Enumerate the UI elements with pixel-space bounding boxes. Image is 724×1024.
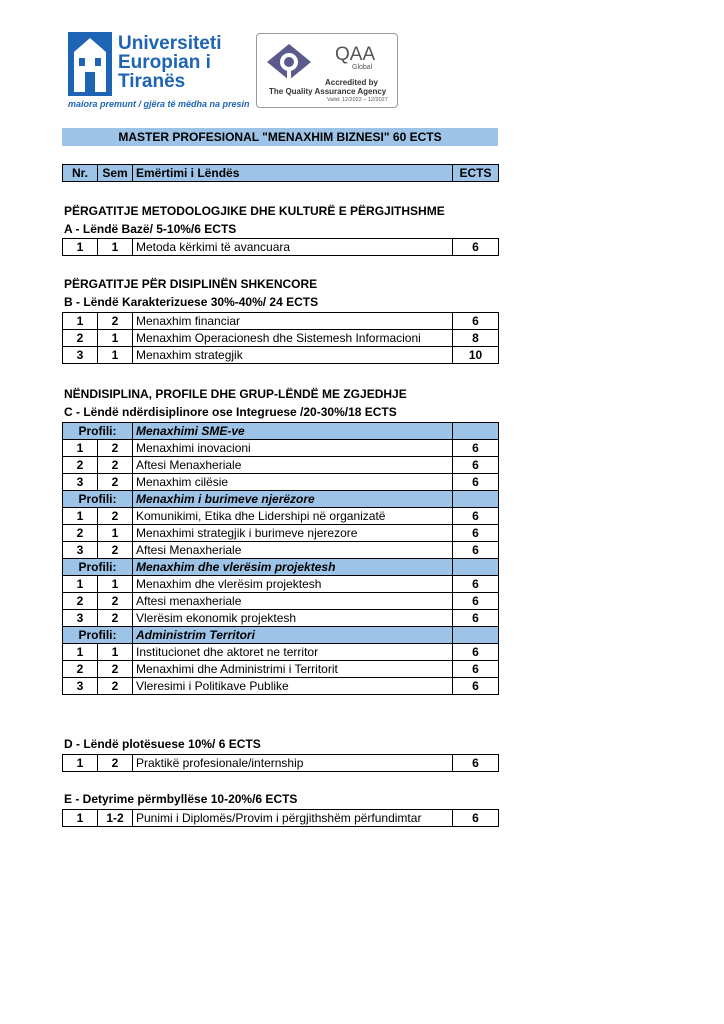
table-row — [63, 593, 499, 610]
qaa-logo — [256, 33, 398, 108]
table-row — [63, 810, 499, 827]
profile-label: Profili: — [63, 627, 133, 644]
row-ects: 6 — [453, 542, 499, 559]
row-nr: 1 — [63, 644, 98, 661]
row-ects: 6 — [453, 457, 499, 474]
qaa-accredited: Accredited by — [325, 78, 378, 87]
table-row — [63, 525, 499, 542]
header-name: Emërtimi i Lëndës — [133, 165, 453, 182]
qaa-name: QAA — [335, 44, 376, 65]
section-a-subheading: A - Lëndë Bazë/ 5-10%/6 ECTS — [64, 222, 237, 236]
row-nr: 3 — [63, 610, 98, 627]
row-ects: 6 — [453, 810, 499, 827]
row-sem: 1 — [98, 239, 133, 256]
section-b-subheading: B - Lëndë Karakterizuese 30%-40%/ 24 ECTS — [64, 295, 319, 309]
row-ects: 6 — [453, 593, 499, 610]
row-nr: 1 — [63, 810, 98, 827]
row-nr: 2 — [63, 525, 98, 542]
row-sem: 1 — [98, 576, 133, 593]
row-name: Aftesi Menaxheriale — [133, 542, 453, 559]
row-ects: 6 — [453, 474, 499, 491]
profile-name: Menaxhim dhe vlerësim projektesh — [133, 559, 453, 576]
row-name: Metoda kërkimi të avancuara — [133, 239, 453, 256]
page-title: MASTER PROFESIONAL "MENAXHIM BIZNESI" 60 ECTS — [62, 128, 498, 146]
row-sem: 2 — [98, 678, 133, 695]
row-name: Praktikë profesionale/internship — [133, 755, 453, 772]
row-nr: 2 — [63, 593, 98, 610]
row-sem: 1 — [98, 347, 133, 364]
row-sem: 2 — [98, 542, 133, 559]
table-row — [63, 457, 499, 474]
section-e-table — [62, 809, 499, 827]
row-sem: 2 — [98, 474, 133, 491]
section-d-table — [62, 754, 499, 772]
row-ects: 6 — [453, 755, 499, 772]
row-sem: 1-2 — [98, 810, 133, 827]
row-ects: 6 — [453, 440, 499, 457]
profile-name: Menaxhimi SME-ve — [133, 423, 453, 440]
table-row — [63, 440, 499, 457]
qaa-valid: Valid: 12/2022 – 12/2027 — [327, 97, 388, 103]
profile-name: Administrim Territori — [133, 627, 453, 644]
table-row — [63, 678, 499, 695]
row-sem: 2 — [98, 440, 133, 457]
row-nr: 1 — [63, 313, 98, 330]
row-sem: 2 — [98, 457, 133, 474]
profile-name: Menaxhim i burimeve njerëzore — [133, 491, 453, 508]
building-icon — [68, 32, 112, 96]
row-nr: 1 — [63, 239, 98, 256]
row-name: Punimi i Diplomës/Provim i përgjithshëm përfundimtar — [133, 810, 453, 827]
row-nr: 1 — [63, 755, 98, 772]
row-name: Menaxhim financiar — [133, 313, 453, 330]
header-sem: Sem — [98, 165, 133, 182]
row-sem: 1 — [98, 330, 133, 347]
row-nr: 2 — [63, 661, 98, 678]
header-nr: Nr. — [63, 165, 98, 182]
row-name: Menaxhim strategjik — [133, 347, 453, 364]
row-name: Vleresimi i Politikave Publike — [133, 678, 453, 695]
row-sem: 1 — [98, 644, 133, 661]
row-sem: 2 — [98, 313, 133, 330]
row-ects: 6 — [453, 644, 499, 661]
qaa-agency: The Quality Assurance Agency — [269, 87, 387, 96]
table-row — [63, 474, 499, 491]
row-name: Menaxhimi inovacioni — [133, 440, 453, 457]
row-nr: 2 — [63, 330, 98, 347]
row-nr: 3 — [63, 542, 98, 559]
profile-row — [63, 559, 499, 576]
row-name: Vlerësim ekonomik projektesh — [133, 610, 453, 627]
table-row — [63, 239, 499, 256]
row-ects: 6 — [453, 313, 499, 330]
section-c-subheading: C - Lëndë ndërdisiplinore ose Integruese /20-30%/18 ECTS — [64, 405, 397, 419]
section-b-table — [62, 312, 499, 364]
section-a-heading: PËRGATITJE METODOLOGJIKE DHE KULTURË E PËRGJITHSHME — [64, 204, 445, 218]
row-nr: 1 — [63, 576, 98, 593]
row-ects: 10 — [453, 347, 499, 364]
row-ects: 6 — [453, 661, 499, 678]
profile-row — [63, 423, 499, 440]
table-row — [63, 313, 499, 330]
table-row — [63, 330, 499, 347]
row-name: Menaxhim Operacionesh dhe Sistemesh Informacioni — [133, 330, 453, 347]
row-name: Menaxhimi dhe Administrimi i Territorit — [133, 661, 453, 678]
table-row — [63, 542, 499, 559]
row-sem: 2 — [98, 661, 133, 678]
row-nr: 3 — [63, 678, 98, 695]
section-c-heading: NËNDISIPLINA, PROFILE DHE GRUP-LËNDË ME ZGJEDHJE — [64, 387, 407, 401]
header-ects: ECTS — [453, 165, 499, 182]
column-header-table — [62, 164, 499, 182]
university-name: Universiteti Europian i Tiranës — [118, 33, 222, 92]
table-row — [63, 644, 499, 661]
qaa-global: Global — [352, 64, 373, 71]
section-b-heading: PËRGATITJE PËR DISIPLINËN SHKENCORE — [64, 277, 318, 291]
row-nr: 1 — [63, 440, 98, 457]
profile-label: Profili: — [63, 423, 133, 440]
row-name: Menaxhim cilësie — [133, 474, 453, 491]
table-row — [63, 610, 499, 627]
row-name: Aftesi Menaxheriale — [133, 457, 453, 474]
section-a-table — [62, 238, 499, 256]
section-e-subheading: E - Detyrime përmbyllëse 10-20%/6 ECTS — [64, 792, 298, 806]
table-row — [63, 755, 499, 772]
row-ects: 6 — [453, 239, 499, 256]
row-sem: 2 — [98, 755, 133, 772]
university-logo — [68, 32, 250, 110]
row-sem: 2 — [98, 593, 133, 610]
row-name: Menaxhimi strategjik i burimeve njerezore — [133, 525, 453, 542]
table-row — [63, 508, 499, 525]
row-sem: 2 — [98, 508, 133, 525]
row-sem: 1 — [98, 525, 133, 542]
row-nr: 1 — [63, 508, 98, 525]
row-ects: 6 — [453, 678, 499, 695]
row-name: Menaxhim dhe vlerësim projektesh — [133, 576, 453, 593]
row-name: Institucionet dhe aktoret ne territor — [133, 644, 453, 661]
university-motto: maiora premunt / gjëra të mëdha na presin — [68, 99, 250, 109]
row-ects: 6 — [453, 525, 499, 542]
row-nr: 3 — [63, 347, 98, 364]
row-ects: 6 — [453, 610, 499, 627]
qaa-emblem-icon — [265, 42, 313, 82]
row-nr: 3 — [63, 474, 98, 491]
profile-row — [63, 491, 499, 508]
row-name: Aftesi menaxheriale — [133, 593, 453, 610]
profile-label: Profili: — [63, 491, 133, 508]
section-c-table — [62, 422, 499, 695]
row-name: Komunikimi, Etika dhe Lidershipi në organizatë — [133, 508, 453, 525]
table-row — [63, 347, 499, 364]
row-ects: 6 — [453, 576, 499, 593]
section-d-subheading: D - Lëndë plotësuese 10%/ 6 ECTS — [64, 737, 261, 751]
row-ects: 8 — [453, 330, 499, 347]
row-sem: 2 — [98, 610, 133, 627]
table-row — [63, 576, 499, 593]
row-ects: 6 — [453, 508, 499, 525]
profile-label: Profili: — [63, 559, 133, 576]
profile-row — [63, 627, 499, 644]
table-row — [63, 661, 499, 678]
row-nr: 2 — [63, 457, 98, 474]
